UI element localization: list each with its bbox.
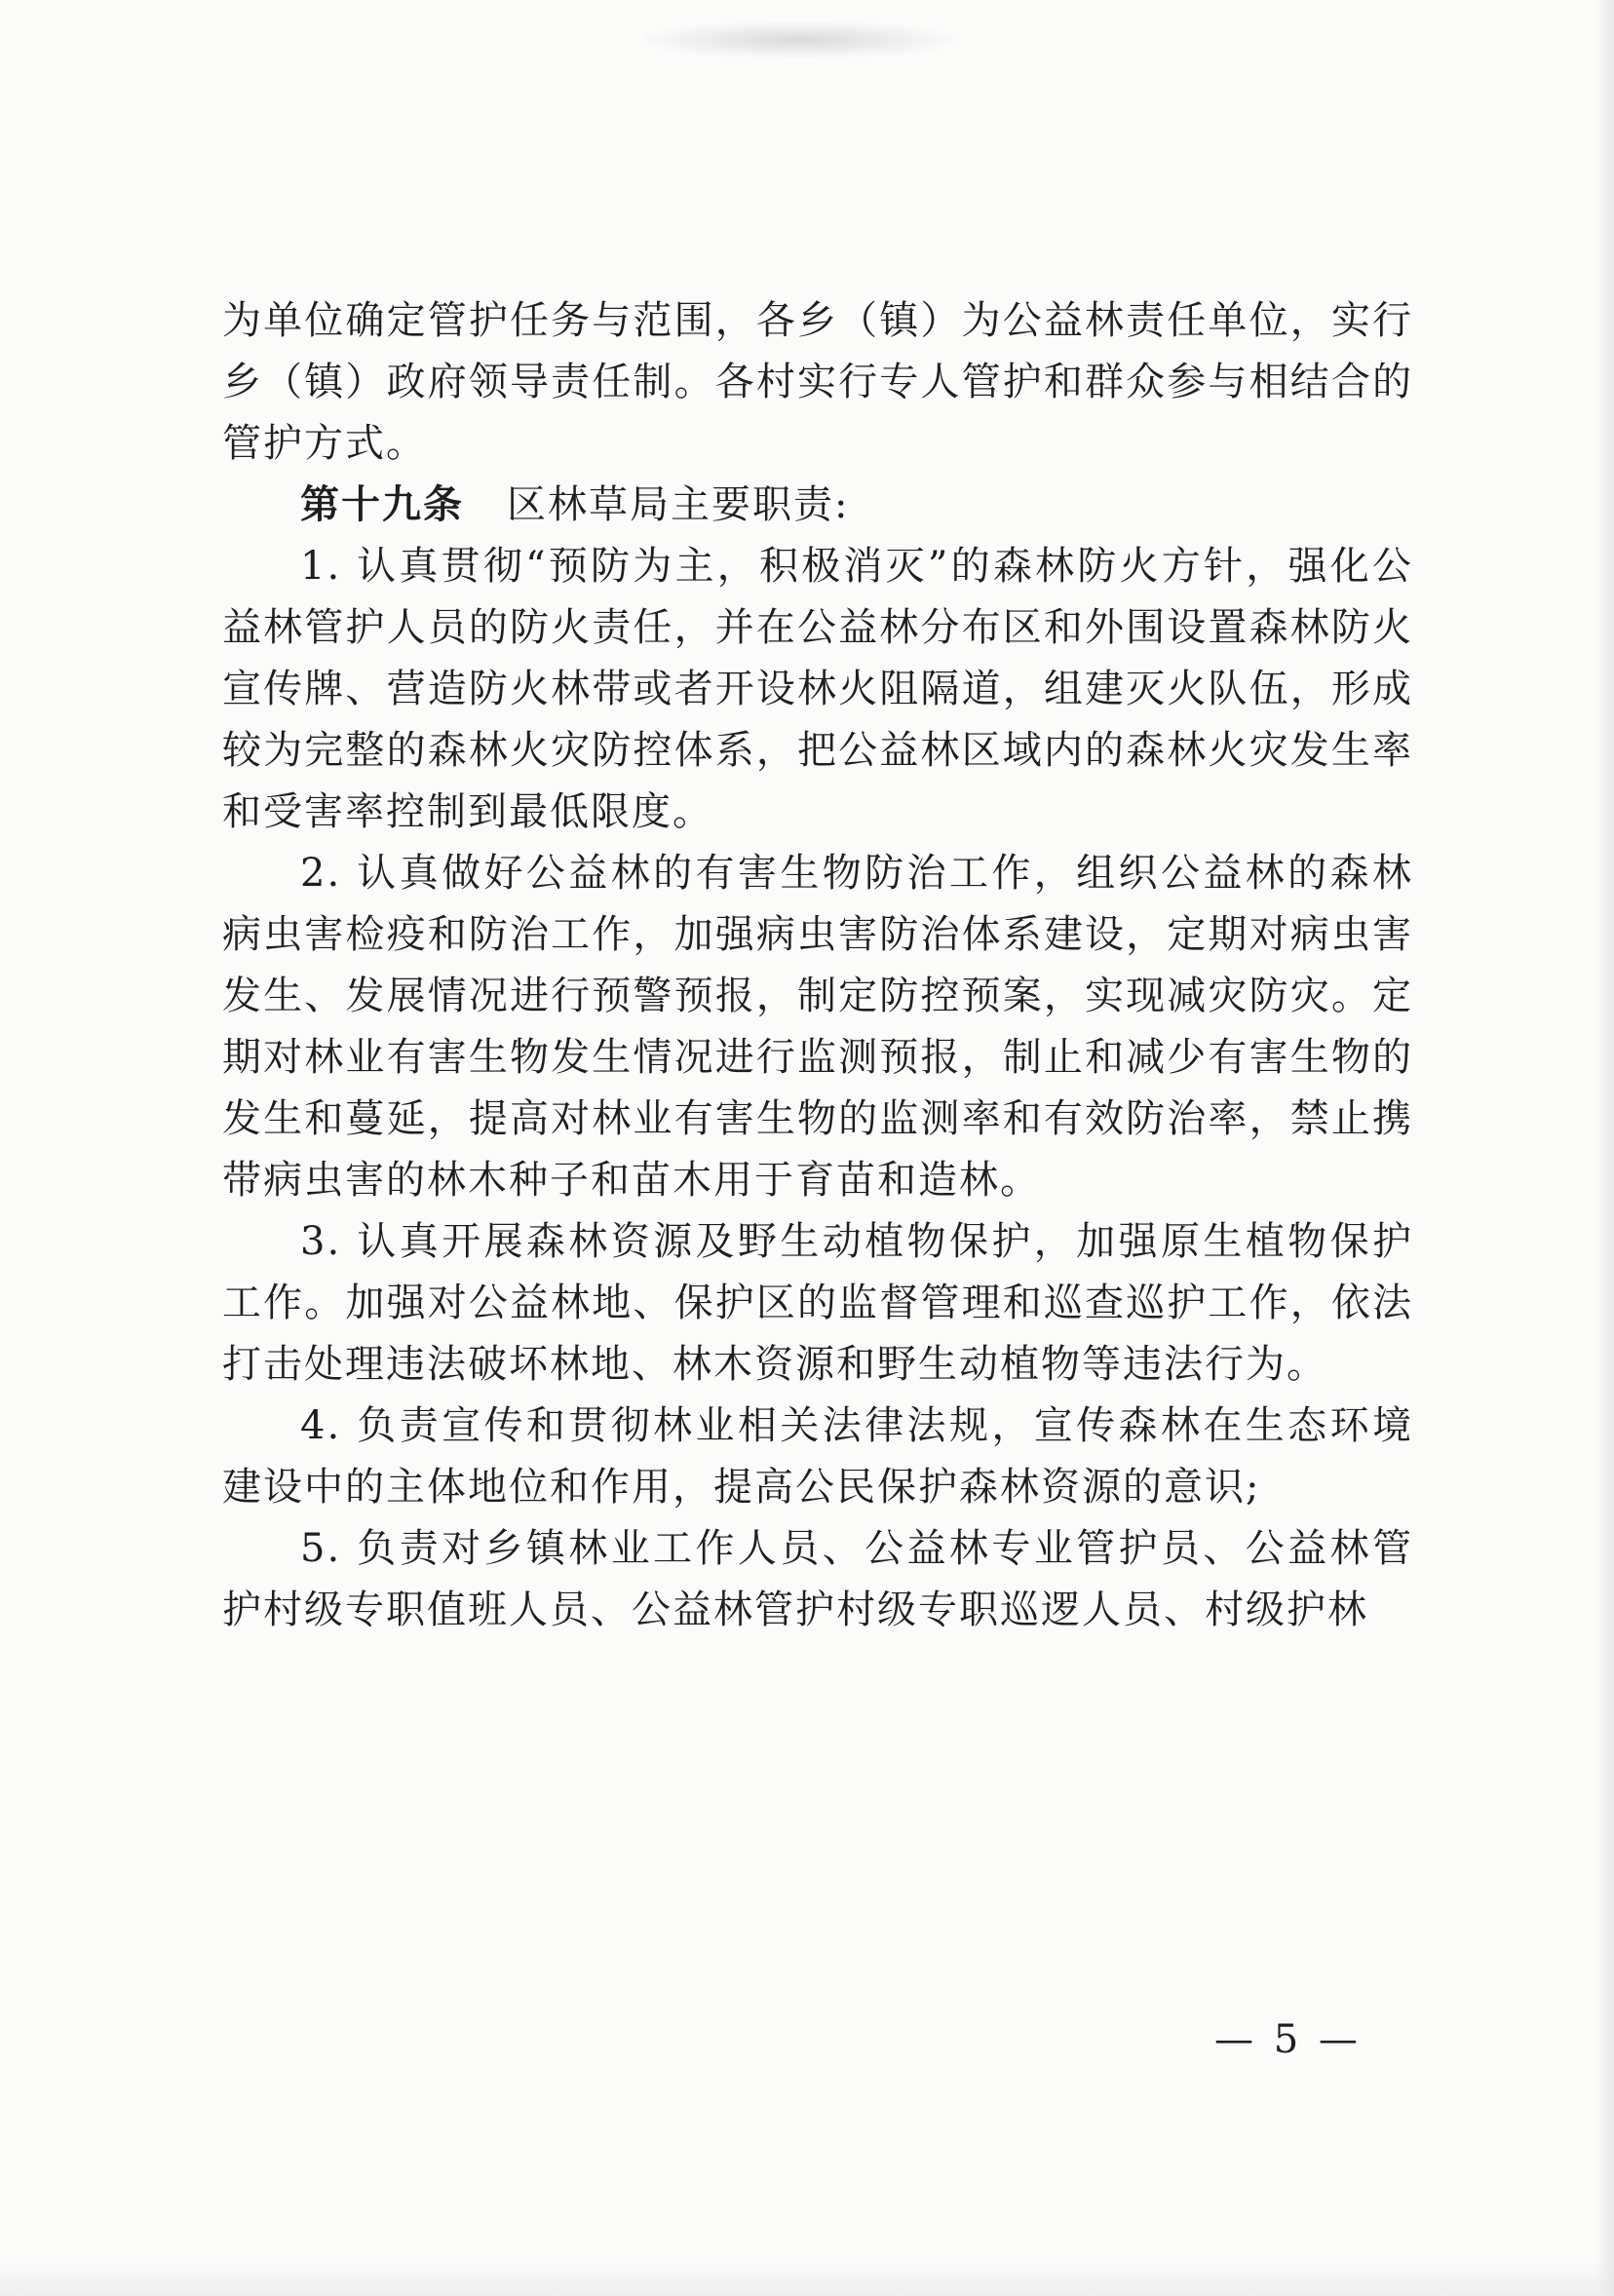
document-body [222,290,1413,1641]
article-19-heading [222,475,1413,536]
scan-edge-shadow [1596,0,1614,2296]
article-number: 第十九条 [300,482,464,527]
list-item-2: 2. 认真做好公益林的有害生物防治工作，组织公益林的森林病虫害检疫和防治工作，加强病虫害防治体系建设，定期对病虫害发生、发展情况进行预警预报，制定防控预案，实现减灾防灾。定期对林业有害生物发生情况进行监测预报，制止和减少有害生物的发生和蔓延，提高对林业有害生物的监测率和有效防治率，禁止携带病虫害的林木种子和苗木用于育苗和造林。 [222,851,1413,1203]
page-number: — 5 — [1214,2017,1362,2062]
list-item-5: 5. 负责对乡镇林业工作人员、公益林专业管护员、公益林管护村级专职值班人员、公益林管护村级专职巡逻人员、村级护林 [222,1526,1413,1632]
scan-artifact [643,21,955,58]
article-title: 区林草局主要职责: [507,482,850,527]
list-item-4: 4. 负责宣传和贯彻林业相关法律法规，宣传森林在生态环境建设中的主体地位和作用，提高公民保护森林资源的意识; [222,1403,1413,1510]
scan-edge-shadow-bottom [0,2257,1614,2296]
list-item-1: 1. 认真贯彻“预防为主，积极消灭”的森林防火方针，强化公益林管护人员的防火责任，并在公益林分布区和外围设置森林防火宣传牌、营造防火林带或者开设林火阻隔道，组建灭火队伍，形成较为完整的森林火灾防控体系，把公益林区域内的森林火灾发生率和受害率控制到最低限度。 [222,544,1413,834]
paragraph-continuation: 为单位确定管护任务与范围，各乡（镇）为公益林责任单位，实行乡（镇）政府领导责任制。各村实行专人管护和群众参与相结合的管护方式。 [222,298,1413,466]
list-item-3: 3. 认真开展森林资源及野生动植物保护，加强原生植物保护工作。加强对公益林地、保护区的监督管理和巡查巡护工作，依法打击处理违法破坏林地、林木资源和野生动植物等违法行为。 [222,1219,1413,1387]
